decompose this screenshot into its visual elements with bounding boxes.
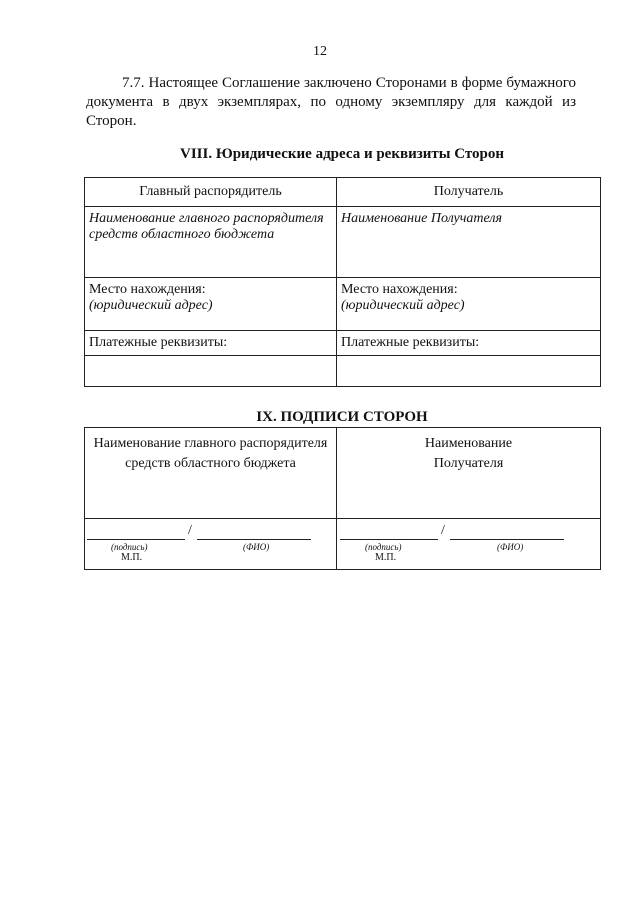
slash: /	[441, 523, 445, 538]
recipient-payment: Платежные реквизиты:	[337, 331, 601, 356]
signature-row	[85, 519, 601, 570]
clause-7-7: 7.7. Настоящее Соглашение заключено Сторонами в форме бумажного документа в двух экземплярах, по одному экземпляру для каждой из Сторон.	[86, 75, 576, 129]
seal-label: М.П.	[375, 552, 397, 563]
sign-recipient-name	[337, 428, 601, 519]
page-number: 12	[313, 44, 327, 59]
fio-line	[450, 539, 564, 540]
header-recipient: Получатель	[337, 178, 601, 207]
sign-right-cell	[337, 519, 601, 570]
signature-line	[87, 539, 185, 540]
signatures-table	[84, 427, 601, 570]
section-9-title: IX. ПОДПИСИ СТОРОН	[256, 409, 428, 425]
chief-manager-payment: Платежные реквизиты:	[85, 331, 337, 356]
payment-row	[85, 331, 601, 356]
address-hint: (юридический адрес)	[341, 298, 465, 313]
address-label: Место нахождения:	[89, 282, 206, 297]
signature-caption: (подпись)	[111, 542, 148, 552]
signature-caption: (подпись)	[365, 542, 402, 552]
fio-caption: (ФИО)	[243, 542, 270, 552]
chief-manager-name: Наименование главного распорядителя средств областного бюджета	[85, 207, 337, 278]
section-8-title: VIII. Юридические адреса и реквизиты Сторон	[179, 146, 505, 162]
fio-line	[197, 539, 311, 540]
fio-caption: (ФИО)	[497, 542, 524, 552]
recipient-name: Наименование Получателя	[337, 207, 601, 278]
chief-manager-address	[85, 278, 337, 331]
address-hint: (юридический адрес)	[89, 298, 213, 313]
address-label: Место нахождения:	[341, 282, 458, 297]
header-chief-manager: Главный распорядитель	[85, 178, 337, 207]
seal-label: М.П.	[121, 552, 143, 563]
sign-recipient-name-text: Наименование Получателя	[424, 436, 513, 471]
requisites-header-row	[85, 178, 601, 207]
slash: /	[188, 523, 192, 538]
address-row	[85, 278, 601, 331]
empty-row	[85, 356, 601, 387]
recipient-address	[337, 278, 601, 331]
signatures-name-row	[85, 428, 601, 519]
sign-left-cell	[85, 519, 337, 570]
empty-cell-left	[85, 356, 337, 387]
empty-cell-right	[337, 356, 601, 387]
sign-chief-manager-name: Наименование главного распорядителя средств областного бюджета	[85, 428, 337, 519]
name-row	[85, 207, 601, 278]
signature-line	[340, 539, 438, 540]
requisites-table	[84, 177, 601, 387]
